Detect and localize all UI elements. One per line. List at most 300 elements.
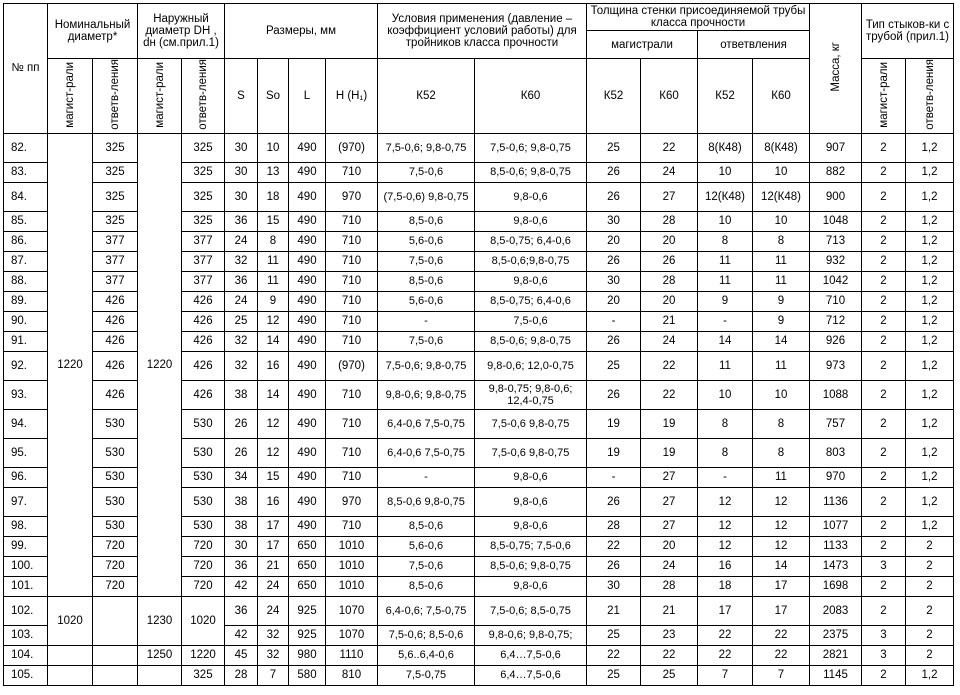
cell-dim-l: 490 bbox=[289, 487, 326, 516]
cell-mass: 1042 bbox=[810, 271, 862, 291]
cell-wall-main-k52: 26 bbox=[587, 556, 641, 576]
cell-dim-s: 36 bbox=[225, 271, 258, 291]
cell-dim-so: 17 bbox=[258, 516, 289, 536]
cell-cond-k60: 8,5-0,6; 9,8-0,75 bbox=[475, 556, 587, 576]
cell-cond-k60: 6,4…7,5-0,6 bbox=[475, 645, 587, 665]
cell-row-number: 93. bbox=[4, 380, 48, 409]
cell-wall-branch-k52: 12 bbox=[698, 516, 753, 536]
cell-cond-k60: 8,5-0,75; 7,5-0,6 bbox=[475, 536, 587, 556]
cell-cond-k60: 9,8-0,6 bbox=[475, 182, 587, 211]
cell-mass: 1048 bbox=[810, 211, 862, 231]
cell-dim-s: 30 bbox=[225, 182, 258, 211]
cell-row-number: 91. bbox=[4, 331, 48, 351]
table-row bbox=[4, 596, 954, 625]
cell-dim-h: 710 bbox=[326, 162, 378, 182]
header-wall-main: магистрали bbox=[587, 31, 698, 59]
cell-dim-l: 580 bbox=[289, 665, 326, 685]
cell-joint-main: 3 bbox=[862, 625, 906, 645]
cell-nominal-branch: 377 bbox=[93, 271, 138, 291]
header-wall-branch: ответвления bbox=[698, 31, 810, 59]
cell-wall-main-k52: 25 bbox=[587, 625, 641, 645]
cell-mass: 970 bbox=[810, 467, 862, 487]
cell-cond-k60: 8,5-0,75; 6,4-0,6 bbox=[475, 231, 587, 251]
cell-nominal-branch: 530 bbox=[93, 487, 138, 516]
cell-outer-main: 1230 bbox=[138, 596, 182, 645]
cell-dim-s: 38 bbox=[225, 516, 258, 536]
cell-dim-s: 26 bbox=[225, 438, 258, 467]
cell-wall-branch-k60: 12 bbox=[753, 516, 810, 536]
cell-joint-branch: 1,2 bbox=[906, 516, 954, 536]
cell-joint-main: 2 bbox=[862, 536, 906, 556]
cell-dim-l: 490 bbox=[289, 231, 326, 251]
specification-table-container bbox=[3, 3, 960, 686]
cell-dim-h: 710 bbox=[326, 438, 378, 467]
cell-joint-branch: 2 bbox=[906, 576, 954, 596]
header-dim-h: H (H₁) bbox=[326, 59, 378, 134]
header-joint-branch bbox=[906, 59, 954, 134]
cell-nominal-branch: 426 bbox=[93, 311, 138, 331]
cell-cond-k60: 9,8-0,6 bbox=[475, 516, 587, 536]
cell-joint-branch: 2 bbox=[906, 556, 954, 576]
cell-wall-main-k60: 26 bbox=[641, 251, 698, 271]
cell-dim-l: 490 bbox=[289, 291, 326, 311]
cell-wall-main-k60: 27 bbox=[641, 467, 698, 487]
cell-wall-main-k52: 26 bbox=[587, 162, 641, 182]
cell-cond-k60: 7,5-0,6 9,8-0,75 bbox=[475, 438, 587, 467]
cell-joint-branch: 1,2 bbox=[906, 231, 954, 251]
cell-dim-s: 30 bbox=[225, 162, 258, 182]
cell-dim-h: 1070 bbox=[326, 596, 378, 625]
cell-row-number: 104. bbox=[4, 645, 48, 665]
cell-nominal-branch: 426 bbox=[93, 351, 138, 380]
header-dimensions: Размеры, мм bbox=[225, 4, 378, 59]
cell-dim-s: 42 bbox=[225, 576, 258, 596]
cell-wall-branch-k60: 10 bbox=[753, 162, 810, 182]
cell-joint-main: 2 bbox=[862, 311, 906, 331]
cell-wall-main-k60: 22 bbox=[641, 645, 698, 665]
cell-wall-branch-k60: 7 bbox=[753, 665, 810, 685]
cell-wall-main-k52: 28 bbox=[587, 516, 641, 536]
cell-cond-k52: 8,5-0,6 bbox=[378, 211, 475, 231]
cell-dim-s: 25 bbox=[225, 311, 258, 331]
cell-dim-l: 490 bbox=[289, 516, 326, 536]
cell-cond-k52: 5,6-0,6 bbox=[378, 291, 475, 311]
cell-cond-k60: 6,4…7,5-0,6 bbox=[475, 665, 587, 685]
cell-wall-main-k52: 30 bbox=[587, 271, 641, 291]
cell-dim-so: 13 bbox=[258, 162, 289, 182]
cell-dim-s: 24 bbox=[225, 231, 258, 251]
cell-wall-branch-k60: 12(К48) bbox=[753, 182, 810, 211]
cell-joint-main: 2 bbox=[862, 576, 906, 596]
cell-joint-main: 2 bbox=[862, 351, 906, 380]
cell-dim-so: 8 bbox=[258, 231, 289, 251]
cell-joint-main: 2 bbox=[862, 271, 906, 291]
header-joint-type: Тип стыков-ки с трубой (прил.1) bbox=[862, 4, 954, 59]
cell-nominal-branch: 426 bbox=[93, 331, 138, 351]
cell-joint-branch: 1,2 bbox=[906, 487, 954, 516]
cell-dim-s: 26 bbox=[225, 409, 258, 438]
cell-dim-s: 30 bbox=[225, 133, 258, 162]
cell-dim-l: 490 bbox=[289, 467, 326, 487]
cell-wall-branch-k52: 10 bbox=[698, 380, 753, 409]
cell-nominal-branch bbox=[48, 645, 93, 665]
header-mass-text: Масса, кг bbox=[829, 42, 842, 92]
cell-joint-branch: 2 bbox=[906, 536, 954, 556]
cell-dim-l: 490 bbox=[289, 211, 326, 231]
cell-cond-k52: 7,5-0,6 bbox=[378, 162, 475, 182]
cell-row-number: 96. bbox=[4, 467, 48, 487]
cell-wall-main-k60: 24 bbox=[641, 331, 698, 351]
header-cond-k60: К60 bbox=[475, 59, 587, 134]
cell-dim-so: 17 bbox=[258, 536, 289, 556]
cell-wall-branch-k52: 14 bbox=[698, 331, 753, 351]
cell-wall-branch-k52: - bbox=[698, 467, 753, 487]
cell-dim-l: 650 bbox=[289, 536, 326, 556]
cell-dim-h: 810 bbox=[326, 665, 378, 685]
cell-cond-k52: 8,5-0,6 9,8-0,75 bbox=[378, 487, 475, 516]
cell-row-number: 100. bbox=[4, 556, 48, 576]
cell-dim-so: 24 bbox=[258, 596, 289, 625]
cell-joint-branch: 1,2 bbox=[906, 467, 954, 487]
cell-wall-branch-k60: 11 bbox=[753, 467, 810, 487]
cell-cond-k52: 8,5-0,6 bbox=[378, 576, 475, 596]
cell-row-number: 82. bbox=[4, 133, 48, 162]
cell-dim-h: 710 bbox=[326, 311, 378, 331]
cell-nominal-branch: 426 bbox=[93, 291, 138, 311]
cell-dim-l: 490 bbox=[289, 133, 326, 162]
cell-wall-main-k60: 22 bbox=[641, 133, 698, 162]
cell-cond-k52: 7,5-0,6; 9,8-0,75 bbox=[378, 351, 475, 380]
cell-outer-main: 1220 bbox=[138, 133, 182, 596]
header-joint-main-text: магист-рали bbox=[877, 61, 890, 128]
cell-outer-branch: 530 bbox=[182, 516, 225, 536]
header-wall-branch-k60: К60 bbox=[753, 59, 810, 134]
cell-outer-main bbox=[138, 665, 182, 685]
cell-dim-s: 45 bbox=[225, 645, 258, 665]
cell-dim-h: 1010 bbox=[326, 576, 378, 596]
cell-wall-branch-k60: 11 bbox=[753, 351, 810, 380]
cell-dim-l: 490 bbox=[289, 438, 326, 467]
cell-wall-main-k60: 27 bbox=[641, 487, 698, 516]
cell-joint-branch: 1,2 bbox=[906, 182, 954, 211]
cell-wall-main-k60: 23 bbox=[641, 625, 698, 645]
cell-cond-k60: 9,8-0,6 bbox=[475, 487, 587, 516]
cell-outer-branch: 325 bbox=[182, 211, 225, 231]
cell-nominal-branch: 720 bbox=[93, 576, 138, 596]
cell-joint-branch: 1,2 bbox=[906, 162, 954, 182]
cell-wall-branch-k52: 12(К48) bbox=[698, 182, 753, 211]
cell-dim-so: 10 bbox=[258, 133, 289, 162]
cell-wall-main-k52: 25 bbox=[587, 351, 641, 380]
cell-nominal-main: 1220 bbox=[48, 133, 93, 596]
cell-outer-main: 1250 bbox=[138, 645, 182, 665]
cell-dim-s: 38 bbox=[225, 487, 258, 516]
cell-wall-branch-k52: 8 bbox=[698, 438, 753, 467]
cell-dim-h: (970) bbox=[326, 351, 378, 380]
cell-wall-branch-k60: 8 bbox=[753, 438, 810, 467]
cell-row-number: 87. bbox=[4, 251, 48, 271]
cell-joint-main: 2 bbox=[862, 596, 906, 625]
table-row bbox=[4, 645, 954, 665]
cell-dim-h: 710 bbox=[326, 291, 378, 311]
cell-wall-branch-k52: 22 bbox=[698, 645, 753, 665]
cell-dim-s: 28 bbox=[225, 665, 258, 685]
cell-dim-s: 32 bbox=[225, 351, 258, 380]
cell-wall-branch-k52: 12 bbox=[698, 536, 753, 556]
cell-outer-branch: 530 bbox=[182, 487, 225, 516]
cell-wall-branch-k60: 8 bbox=[753, 409, 810, 438]
cell-row-number: 99. bbox=[4, 536, 48, 556]
cell-cond-k60: 9,8-0,75; 9,8-0,6; 12,4-0,75 bbox=[475, 380, 587, 409]
cell-dim-s: 42 bbox=[225, 625, 258, 645]
cell-dim-l: 980 bbox=[289, 645, 326, 665]
cell-cond-k60: 7,5-0,6 bbox=[475, 311, 587, 331]
cell-wall-branch-k52: 7 bbox=[698, 665, 753, 685]
cell-row-number: 86. bbox=[4, 231, 48, 251]
cell-joint-main: 3 bbox=[862, 556, 906, 576]
cell-joint-branch: 1,2 bbox=[906, 351, 954, 380]
cell-row-number: 101. bbox=[4, 576, 48, 596]
cell-dim-l: 490 bbox=[289, 251, 326, 271]
cell-wall-main-k60: 28 bbox=[641, 271, 698, 291]
cell-wall-main-k52: 25 bbox=[587, 665, 641, 685]
cell-nominal-branch bbox=[48, 665, 93, 685]
cell-dim-l: 925 bbox=[289, 625, 326, 645]
cell-dim-l: 925 bbox=[289, 596, 326, 625]
cell-cond-k60: 7,5-0,6 9,8-0,75 bbox=[475, 409, 587, 438]
cell-wall-branch-k60: 11 bbox=[753, 271, 810, 291]
tee-specification-table bbox=[3, 3, 954, 686]
header-nominal-branch bbox=[93, 59, 138, 134]
cell-wall-branch-k52: 11 bbox=[698, 351, 753, 380]
cell-nominal-branch: 377 bbox=[93, 251, 138, 271]
cell-cond-k52: - bbox=[378, 311, 475, 331]
cell-wall-branch-k60: 14 bbox=[753, 556, 810, 576]
header-joint-branch-text: ответв-ления bbox=[923, 59, 936, 130]
cell-wall-branch-k60: 17 bbox=[753, 596, 810, 625]
cell-wall-branch-k52: 18 bbox=[698, 576, 753, 596]
cell-dim-h: 710 bbox=[326, 516, 378, 536]
cell-wall-main-k60: 22 bbox=[641, 380, 698, 409]
cell-wall-branch-k60: 12 bbox=[753, 487, 810, 516]
cell-cond-k52: 7,5-0,6 bbox=[378, 331, 475, 351]
cell-wall-branch-k60: 14 bbox=[753, 331, 810, 351]
cell-dim-so: 15 bbox=[258, 211, 289, 231]
cell-wall-branch-k52: 17 bbox=[698, 596, 753, 625]
cell-cond-k52: 6,4-0,6 7,5-0,75 bbox=[378, 438, 475, 467]
cell-dim-l: 490 bbox=[289, 311, 326, 331]
cell-wall-main-k52: - bbox=[587, 311, 641, 331]
header-conditions: Условия применения (давление – коэффициент условий работы) для тройников класса прочности bbox=[378, 4, 587, 59]
header-outer-main-text: магист-рали bbox=[153, 61, 166, 128]
cell-wall-main-k52: 22 bbox=[587, 645, 641, 665]
cell-joint-branch: 2 bbox=[906, 596, 954, 625]
cell-dim-h: (970) bbox=[326, 133, 378, 162]
cell-joint-branch: 1,2 bbox=[906, 331, 954, 351]
cell-wall-main-k52: 22 bbox=[587, 536, 641, 556]
cell-wall-main-k60: 24 bbox=[641, 556, 698, 576]
cell-cond-k52: 5,6-0,6 bbox=[378, 536, 475, 556]
cell-wall-main-k52: 26 bbox=[587, 182, 641, 211]
cell-dim-h: 1070 bbox=[326, 625, 378, 645]
cell-dim-s: 32 bbox=[225, 331, 258, 351]
cell-wall-main-k60: 25 bbox=[641, 665, 698, 685]
cell-wall-main-k52: 20 bbox=[587, 291, 641, 311]
cell-nominal-branch: 530 bbox=[93, 516, 138, 536]
cell-row-number: 92. bbox=[4, 351, 48, 380]
cell-mass: 1133 bbox=[810, 536, 862, 556]
cell-outer-branch: 325 bbox=[182, 162, 225, 182]
cell-cond-k52: 8,5-0,6 bbox=[378, 271, 475, 291]
cell-wall-main-k52: 30 bbox=[587, 211, 641, 231]
cell-outer-branch: 426 bbox=[182, 291, 225, 311]
cell-cond-k52: 5,6..6,4-0,6 bbox=[378, 645, 475, 665]
cell-wall-main-k60: 24 bbox=[641, 162, 698, 182]
cell-outer-branch: 426 bbox=[182, 311, 225, 331]
cell-wall-main-k60: 21 bbox=[641, 311, 698, 331]
cell-row-number: 90. bbox=[4, 311, 48, 331]
cell-joint-main: 2 bbox=[862, 487, 906, 516]
cell-dim-l: 650 bbox=[289, 576, 326, 596]
cell-dim-s: 36 bbox=[225, 596, 258, 625]
cell-dim-so: 11 bbox=[258, 251, 289, 271]
cell-wall-branch-k60: 12 bbox=[753, 536, 810, 556]
cell-joint-main: 2 bbox=[862, 182, 906, 211]
table-header bbox=[4, 4, 954, 134]
cell-mass: 1088 bbox=[810, 380, 862, 409]
cell-dim-h: 1010 bbox=[326, 536, 378, 556]
cell-wall-main-k52: 25 bbox=[587, 133, 641, 162]
cell-mass: 1145 bbox=[810, 665, 862, 685]
cell-nominal-branch bbox=[93, 596, 138, 645]
cell-cond-k60: 9,8-0,6 bbox=[475, 211, 587, 231]
cell-outer-branch: 426 bbox=[182, 380, 225, 409]
header-dim-l: L bbox=[289, 59, 326, 134]
cell-dim-so: 21 bbox=[258, 556, 289, 576]
cell-joint-main: 2 bbox=[862, 291, 906, 311]
cell-joint-main: 2 bbox=[862, 133, 906, 162]
cell-outer-branch: 720 bbox=[182, 556, 225, 576]
header-wall-thickness: Толщина стенки присоединяемой трубы класса прочности bbox=[587, 4, 810, 31]
header-nominal-diameter: Номинальный диаметр* bbox=[48, 4, 138, 59]
cell-outer-branch: 426 bbox=[182, 331, 225, 351]
cell-dim-l: 490 bbox=[289, 351, 326, 380]
header-outer-diameter: Наружный диаметр DH , dн (см.прил.1) bbox=[138, 4, 225, 59]
cell-dim-h: 970 bbox=[326, 487, 378, 516]
cell-cond-k60: 8,5-0,75; 6,4-0,6 bbox=[475, 291, 587, 311]
cell-joint-branch: 1,2 bbox=[906, 311, 954, 331]
table-row bbox=[4, 665, 954, 685]
cell-nominal-branch: 720 bbox=[93, 556, 138, 576]
cell-row-number: 97. bbox=[4, 487, 48, 516]
cell-joint-branch: 1,2 bbox=[906, 271, 954, 291]
cell-wall-main-k52: - bbox=[587, 467, 641, 487]
cell-nominal-main bbox=[93, 665, 138, 685]
header-outer-main bbox=[138, 59, 182, 134]
cell-mass: 2083 bbox=[810, 596, 862, 625]
cell-joint-branch: 2 bbox=[906, 645, 954, 665]
cell-wall-branch-k60: 8 bbox=[753, 231, 810, 251]
header-nominal-main bbox=[48, 59, 93, 134]
cell-mass: 1077 bbox=[810, 516, 862, 536]
cell-dim-h: 710 bbox=[326, 409, 378, 438]
cell-joint-main: 2 bbox=[862, 162, 906, 182]
cell-joint-main: 2 bbox=[862, 331, 906, 351]
cell-cond-k52: 7,5-0,6; 8,5-0,6 bbox=[378, 625, 475, 645]
cell-joint-branch: 1,2 bbox=[906, 133, 954, 162]
cell-mass: 2821 bbox=[810, 645, 862, 665]
cell-wall-main-k52: 26 bbox=[587, 380, 641, 409]
cell-dim-s: 36 bbox=[225, 556, 258, 576]
cell-dim-h: 710 bbox=[326, 251, 378, 271]
cell-wall-branch-k52: 10 bbox=[698, 211, 753, 231]
cell-row-number: 95. bbox=[4, 438, 48, 467]
cell-mass: 757 bbox=[810, 409, 862, 438]
cell-row-number: 88. bbox=[4, 271, 48, 291]
cell-nominal-main: 1020 bbox=[48, 596, 93, 645]
cell-dim-so: 15 bbox=[258, 467, 289, 487]
header-joint-main bbox=[862, 59, 906, 134]
cell-mass: 907 bbox=[810, 133, 862, 162]
cell-row-number: 83. bbox=[4, 162, 48, 182]
cell-wall-main-k60: 20 bbox=[641, 536, 698, 556]
cell-dim-so: 7 bbox=[258, 665, 289, 685]
cell-joint-main: 2 bbox=[862, 516, 906, 536]
cell-dim-s: 24 bbox=[225, 291, 258, 311]
cell-nominal-main bbox=[93, 645, 138, 665]
cell-dim-so: 12 bbox=[258, 438, 289, 467]
cell-joint-main: 3 bbox=[862, 645, 906, 665]
header-wall-main-k52: К52 bbox=[587, 59, 641, 134]
cell-joint-main: 2 bbox=[862, 231, 906, 251]
cell-cond-k52: 8,5-0,6 bbox=[378, 516, 475, 536]
cell-joint-branch: 1,2 bbox=[906, 665, 954, 685]
cell-cond-k52: - bbox=[378, 467, 475, 487]
cell-cond-k60: 9,8-0,6 bbox=[475, 467, 587, 487]
cell-cond-k52: 7,5-0,6 bbox=[378, 251, 475, 271]
cell-dim-so: 9 bbox=[258, 291, 289, 311]
cell-wall-main-k52: 26 bbox=[587, 251, 641, 271]
header-nominal-main-text: магист-рали bbox=[64, 61, 76, 128]
table-body bbox=[4, 133, 954, 685]
cell-joint-branch: 1,2 bbox=[906, 251, 954, 271]
header-nominal-branch-text: ответв-ления bbox=[109, 59, 121, 130]
cell-dim-so: 18 bbox=[258, 182, 289, 211]
cell-mass: 803 bbox=[810, 438, 862, 467]
cell-wall-branch-k52: 22 bbox=[698, 625, 753, 645]
cell-wall-main-k60: 28 bbox=[641, 211, 698, 231]
cell-joint-main: 2 bbox=[862, 467, 906, 487]
cell-wall-branch-k60: 10 bbox=[753, 380, 810, 409]
cell-dim-s: 30 bbox=[225, 536, 258, 556]
cell-dim-h: 710 bbox=[326, 467, 378, 487]
cell-wall-branch-k52: 9 bbox=[698, 291, 753, 311]
cell-row-number: 94. bbox=[4, 409, 48, 438]
cell-mass: 973 bbox=[810, 351, 862, 380]
cell-outer-branch: 325 bbox=[182, 182, 225, 211]
cell-joint-main: 2 bbox=[862, 438, 906, 467]
cell-row-number: 89. bbox=[4, 291, 48, 311]
cell-dim-so: 11 bbox=[258, 271, 289, 291]
cell-row-number: 98. bbox=[4, 516, 48, 536]
cell-dim-h: 710 bbox=[326, 231, 378, 251]
cell-wall-main-k52: 19 bbox=[587, 409, 641, 438]
cell-cond-k60: 9,8-0,6 bbox=[475, 576, 587, 596]
cell-row-number: 84. bbox=[4, 182, 48, 211]
cell-cond-k60: 9,8-0,6; 12,0-0,75 bbox=[475, 351, 587, 380]
cell-nominal-branch: 426 bbox=[93, 380, 138, 409]
table-row bbox=[4, 133, 954, 162]
